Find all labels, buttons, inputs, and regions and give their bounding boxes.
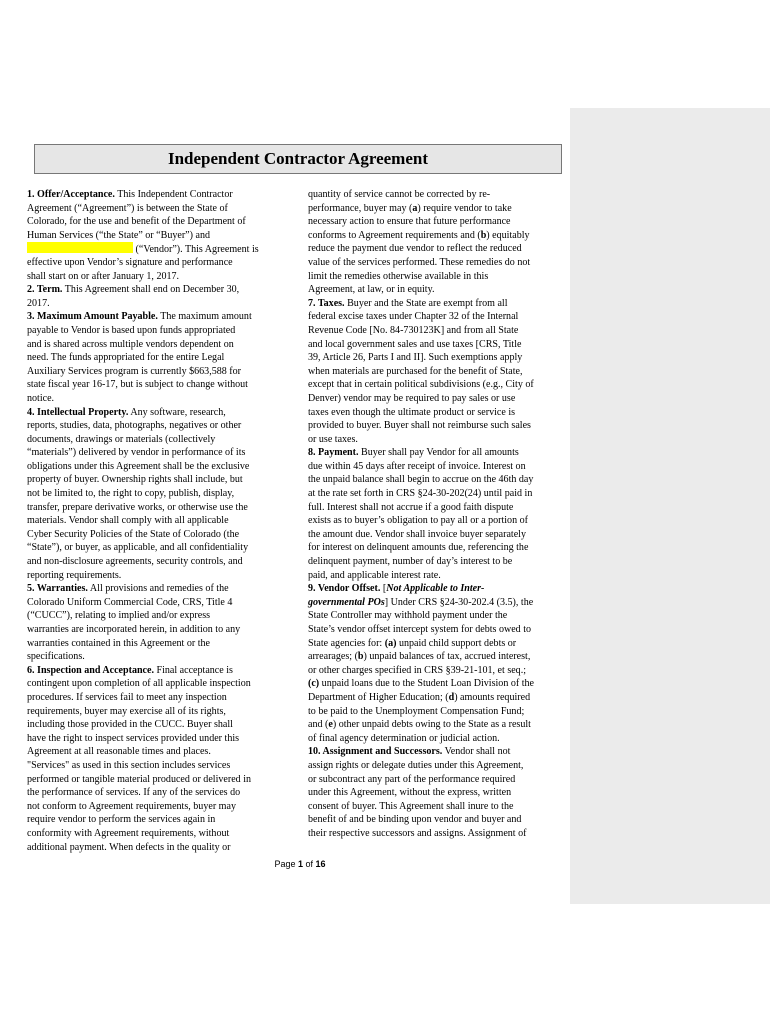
text-line (27, 514, 285, 528)
text-line (308, 446, 566, 460)
body-text: reports, studies, data, photographs, negatives or other (27, 420, 242, 432)
text-line (308, 705, 566, 719)
body-text: requirements, buyer may exercise all of its rights, (27, 705, 226, 717)
body-text: Auxiliary Services program is currently $663,588 for (27, 365, 242, 377)
body-text: (“CUCC”), relating to implied and/or express (27, 610, 211, 622)
body-text: have the right to inspect services provided under this (27, 732, 240, 744)
section-heading: b (480, 229, 487, 241)
body-text: full. Interest shall not accrue if a good faith dispute (308, 501, 514, 513)
text-line (308, 297, 566, 311)
text-line (308, 786, 566, 800)
body-text: Cyber Security Policies of the State of Colorado (the (27, 528, 240, 540)
bold-italic-text: governmental POs (308, 596, 385, 608)
footer-total-pages: 16 (315, 859, 326, 869)
section-heading: 5. Warranties. (27, 583, 88, 595)
text-line (27, 596, 285, 610)
body-text: procedures. If services fail to meet any inspection (27, 691, 227, 703)
text-line (308, 202, 566, 216)
body-text: unpaid child support debts or (396, 637, 517, 649)
body-text: due within 45 days after receipt of invoice. Interest on (308, 460, 526, 472)
text-line (27, 256, 285, 270)
text-line (27, 338, 285, 352)
body-text: under this Agreement, without the express, written (308, 787, 512, 799)
text-line (308, 215, 566, 229)
body-text: arrearages; ( (308, 651, 358, 663)
left-column (27, 188, 285, 854)
body-text: except that in certain political subdivisions (e.g., City of (308, 379, 534, 391)
text-line (308, 419, 566, 433)
text-line (27, 555, 285, 569)
text-line (27, 732, 285, 746)
body-text: assign rights or delegate duties under this Agreement, (308, 759, 524, 771)
text-line (308, 596, 566, 610)
text-line (27, 827, 285, 841)
body-text: effective upon Vendor’s signature and performance (27, 256, 233, 268)
body-text: at the rate set forth in CRS §24-30-202(24) until paid in (308, 488, 533, 500)
body-text: Revenue Code [No. 84-730123K] and from all State (308, 324, 519, 336)
body-text: Department of Higher Education; ( (308, 691, 449, 703)
text-line (27, 759, 285, 773)
body-text: require vendor to perform the services again in (27, 814, 216, 826)
text-line (27, 691, 285, 705)
body-text: performed or tangible material produced or delivered in (27, 773, 252, 785)
footer-of: of (303, 859, 316, 869)
body-text: quantity of service cannot be corrected by re- (308, 189, 491, 200)
body-text: Agreement at all reasonable times and places. (27, 746, 211, 758)
text-line (308, 229, 566, 243)
body-text: paid, and applicable interest rate. (308, 569, 441, 581)
text-line (308, 569, 566, 583)
text-line (308, 310, 566, 324)
body-text: Agreement, at law, or in equity. (308, 284, 435, 296)
text-line (27, 677, 285, 691)
text-line (308, 433, 566, 447)
text-line (27, 188, 285, 202)
section-heading: 6. Inspection and Acceptance. (27, 664, 154, 676)
text-line (27, 813, 285, 827)
text-line (308, 745, 566, 759)
section-heading: 9. Vendor Offset. (308, 583, 381, 595)
text-line (27, 270, 285, 284)
footer-current-page: 1 (297, 859, 303, 869)
body-text: ] Under CRS §24-30-202.4 (3.5), the (384, 596, 534, 608)
text-line (27, 215, 285, 229)
body-text: limit the remedies otherwise available in this (308, 270, 489, 282)
text-line (27, 406, 285, 420)
body-text: This Agreement shall end on December 30, (62, 284, 240, 296)
text-line (27, 528, 285, 542)
text-line (27, 609, 285, 623)
body-text: benefit of and be binding upon vendor and buyer and (308, 814, 522, 826)
body-text: state fiscal year 16-17, but is subject to change without (27, 379, 248, 391)
body-text: Buyer and the State are exempt from all (344, 297, 508, 309)
body-text: federal excise taxes under Chapter 32 of the Internal (308, 311, 519, 323)
body-text: transfer, prepare derivative works, or otherwise use the (27, 501, 248, 513)
section-heading: (a) (384, 637, 397, 649)
body-text: performance, buyer may ( (308, 202, 413, 214)
body-text: Colorado, for the use and benefit of the Department of (27, 216, 246, 228)
text-line (27, 569, 285, 583)
body-text: All provisions and remedies of the (87, 583, 229, 595)
text-line (308, 188, 566, 202)
text-line (308, 732, 566, 746)
body-text: documents, drawings or materials (collectively (27, 433, 216, 445)
body-text: reporting requirements. (27, 569, 122, 581)
body-text: the performance of services. If any of the services do (27, 787, 241, 799)
text-line (308, 555, 566, 569)
body-text: contingent upon completion of all applicable inspection (27, 678, 251, 690)
text-line (27, 786, 285, 800)
body-text: the amount due. Vendor shall invoice buyer separately (308, 528, 526, 540)
body-text: materials. Vendor shall comply with all applicable (27, 515, 229, 527)
text-line (27, 460, 285, 474)
text-line (27, 310, 285, 324)
text-line (308, 582, 566, 596)
body-text: conforms to Agreement requirements and ( (308, 229, 481, 241)
text-line (27, 773, 285, 787)
text-line (308, 487, 566, 501)
text-line (27, 650, 285, 664)
section-heading: b (357, 651, 364, 663)
body-text: additional payment. When defects in the quality or (27, 841, 231, 853)
body-text: Any software, research, (128, 406, 226, 418)
text-line (308, 623, 566, 637)
section-heading: 8. Payment. (308, 447, 359, 459)
text-line (308, 759, 566, 773)
body-text: ) amounts required (454, 691, 531, 703)
text-line (308, 677, 566, 691)
text-line (308, 242, 566, 256)
body-text: State agencies for: (308, 637, 385, 649)
body-text: not be limited to, the right to copy, publish, display, (27, 488, 235, 500)
body-text: need. The funds appropriated for the entire Legal (27, 352, 225, 364)
body-text: ) equitably (486, 229, 530, 241)
section-heading: 2. Term. (27, 284, 63, 296)
body-text: conformity with Agreement requirements, without (27, 827, 230, 839)
body-text: Agreement (“Agreement”) is between the State of (27, 202, 228, 214)
page-title: Independent Contractor Agreement (167, 149, 428, 168)
text-line (308, 541, 566, 555)
body-text: Final acceptance is (153, 664, 233, 676)
text-line (308, 664, 566, 678)
text-line (308, 351, 566, 365)
vendor-name-blank[interactable] (27, 242, 133, 253)
body-text: or subcontract any part of the performance required (308, 773, 516, 785)
body-text: ) require vendor to take (417, 202, 512, 214)
text-line (308, 718, 566, 732)
body-text: specifications. (27, 651, 85, 663)
section-heading: a (412, 202, 418, 214)
body-text: necessary action to ensure that future performance (308, 216, 511, 228)
body-text: of final agency determination or judicial action. (308, 732, 500, 744)
text-line (308, 691, 566, 705)
body-text: 2017. (27, 297, 50, 309)
body-text: ) other unpaid debts owing to the State as a result (332, 719, 531, 731)
body-text: warranties are incorporated herein, in addition to any (27, 624, 241, 635)
body-text: the unpaid balance shall begin to accrue on the 46th day (308, 474, 534, 486)
body-text: including those provided in the CUCC. Buyer shall (27, 719, 233, 731)
body-text: and non-disclosure agreements, security controls, and (27, 556, 243, 568)
text-line (308, 378, 566, 392)
text-line (27, 433, 285, 447)
body-text: This Independent Contractor (114, 189, 233, 200)
text-line (308, 501, 566, 515)
section-heading: d (448, 691, 455, 703)
text-line (27, 446, 285, 460)
text-line (27, 351, 285, 365)
text-line (308, 609, 566, 623)
text-line (308, 528, 566, 542)
body-text: and local government sales and use taxes [CRS, Title (308, 338, 522, 350)
footer-prefix: Page (274, 859, 298, 869)
body-text: The maximum amount (157, 311, 252, 323)
text-line (308, 406, 566, 420)
body-text: shall start on or after January 1, 2017. (27, 270, 180, 282)
text-line (27, 705, 285, 719)
text-line (308, 800, 566, 814)
text-line (27, 501, 285, 515)
body-text: for interest on delinquent amounts due, referencing the (308, 542, 529, 554)
text-line (27, 242, 285, 256)
section-heading: 1. Offer/Acceptance. (27, 189, 115, 200)
text-line (27, 582, 285, 596)
text-line (308, 773, 566, 787)
body-text: their respective successors and assigns. Assignment of (308, 827, 527, 839)
text-line (308, 460, 566, 474)
body-text: ) unpaid balances of tax, accrued interest, (363, 651, 531, 663)
text-line (27, 541, 285, 555)
body-text: “State”), or buyer, as applicable, and all confidentiality (27, 542, 249, 554)
body-text: “materials”) delivered by vendor in performance of its (27, 447, 246, 459)
body-text: when materials are purchased for the benefit of State, (308, 365, 523, 377)
body-text: warranties contained in this Agreement or the (27, 637, 211, 649)
body-text: 39, Article 26, Parts I and II]. Such exemptions apply (308, 352, 523, 364)
title-box (34, 144, 562, 174)
body-text: and ( (308, 719, 329, 731)
text-line (308, 813, 566, 827)
text-line (27, 297, 285, 311)
text-line (27, 745, 285, 759)
text-line (27, 365, 285, 379)
text-line (27, 324, 285, 338)
text-line (27, 718, 285, 732)
text-line (308, 637, 566, 651)
body-text: delinquent payment, number of day’s interest to be (308, 556, 513, 568)
body-text: payable to Vendor is based upon funds appropriated (27, 324, 236, 336)
text-line (27, 419, 285, 433)
body-text: obligations under this Agreement shall be the exclusive (27, 460, 250, 472)
text-line (27, 487, 285, 501)
text-line (27, 637, 285, 651)
text-line (308, 827, 566, 841)
body-text: or use taxes. (308, 433, 358, 445)
bold-italic-text: Not Applicable to Inter- (386, 583, 485, 595)
text-line (27, 473, 285, 487)
body-text: "Services" as used in this section includes services (27, 759, 231, 771)
body-text: value of the services performed. These remedies do not (308, 256, 531, 268)
section-heading: 4. Intellectual Property. (27, 406, 129, 418)
body-text: State Controller may withhold payment under the (308, 610, 508, 622)
body-text: consent of buyer. This Agreement shall inure to the (308, 800, 514, 812)
body-text: provided to buyer. Buyer shall not reimburse such sales (308, 420, 531, 432)
text-line (308, 324, 566, 338)
text-line (308, 338, 566, 352)
text-line (27, 283, 285, 297)
body-text: exists as to buyer’s obligation to pay all or a portion of (308, 515, 528, 527)
text-line (27, 392, 285, 406)
body-text: State’s vendor offset intercept system for debts owed to (308, 624, 532, 635)
body-text: Buyer shall pay Vendor for all amounts (358, 447, 519, 459)
section-heading: 10. Assignment and Successors. (308, 746, 443, 758)
body-text: [ (380, 583, 387, 595)
text-line (308, 514, 566, 528)
text-line (308, 473, 566, 487)
body-text: Human Services (“the State” or “Buyer”) and (27, 229, 211, 241)
text-line (27, 378, 285, 392)
body-text: Colorado Uniform Commercial Code, CRS, Title 4 (27, 596, 233, 608)
body-text: or other charges specified in CRS §39-21-101, et seq.; (308, 664, 527, 676)
comment-balloon[interactable] (570, 108, 770, 904)
text-line (27, 229, 285, 243)
right-column (308, 188, 566, 841)
text-line (308, 392, 566, 406)
body-text: (“Vendor”). This Agreement is (133, 244, 259, 256)
text-line (27, 841, 285, 855)
section-heading: 7. Taxes. (308, 297, 345, 309)
body-text: Denver) vendor may be required to pay sales or use (308, 392, 516, 404)
body-text: taxes even though the ultimate product or service is (308, 406, 516, 418)
section-heading: 3. Maximum Amount Payable. (27, 311, 158, 323)
text-line (308, 283, 566, 297)
text-line (27, 800, 285, 814)
section-heading: (c) (308, 678, 320, 690)
text-line (27, 664, 285, 678)
body-text: and is shared across multiple vendors dependent on (27, 338, 234, 350)
text-line (27, 202, 285, 216)
body-text: notice. (27, 392, 55, 404)
text-line (308, 270, 566, 284)
body-text: not conform to Agreement requirements, buyer may (27, 800, 236, 812)
body-text: reduce the payment due vendor to reflect the reduced (308, 243, 522, 255)
section-heading: e (328, 719, 333, 731)
body-text: to be paid to the Unemployment Compensation Fund; (308, 705, 525, 717)
body-text: property of buyer. Ownership rights shall include, but (27, 474, 243, 486)
page-footer (0, 859, 600, 869)
text-line (308, 650, 566, 664)
body-text: Vendor shall not (442, 746, 511, 758)
text-line (308, 365, 566, 379)
text-line (308, 256, 566, 270)
text-line (27, 623, 285, 637)
body-text: unpaid loans due to the Student Loan Division of the (319, 678, 535, 690)
